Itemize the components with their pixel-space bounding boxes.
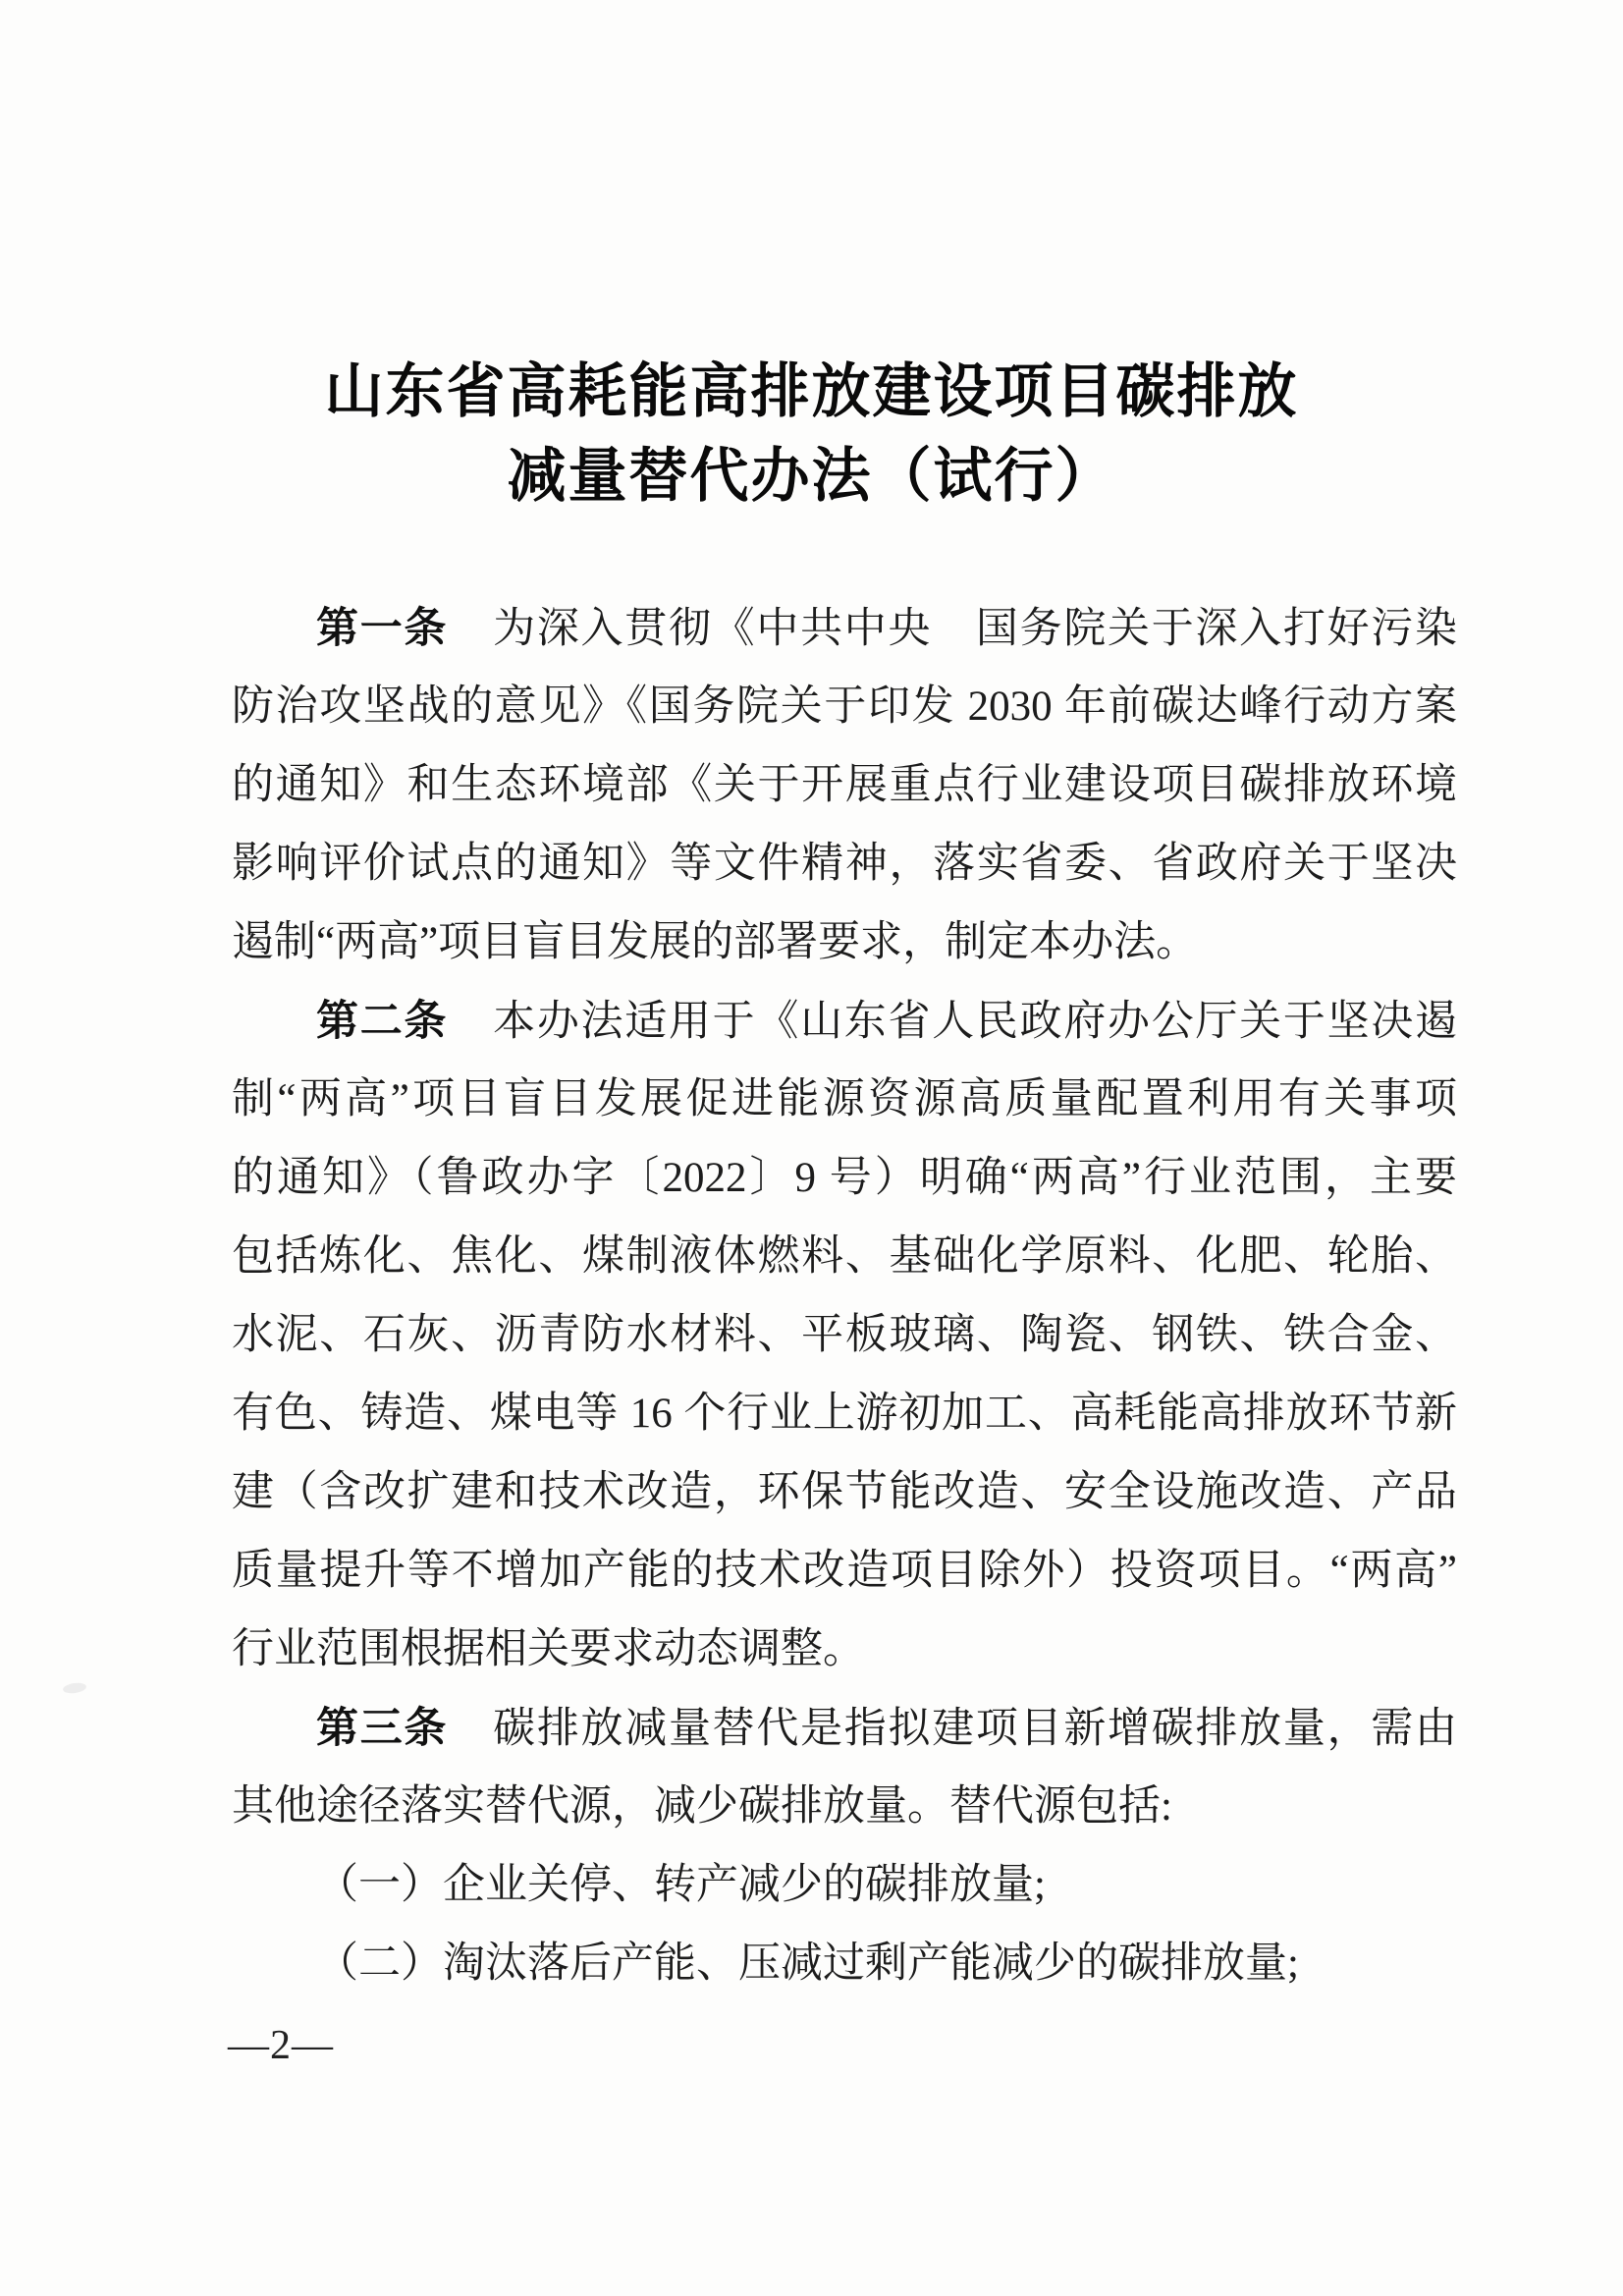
paragraph-3 [232,1689,1457,1846]
body-line: （一）企业关停、转产减少的碳排放量; [316,1862,1046,1908]
body-line: 建（含改扩建和技术改造，环保节能改造、安全设施改造、产品 [232,1469,1457,1515]
body-line: 质量提升等不增加产能的技术改造项目除外）投资项目。“两高” [232,1548,1457,1594]
body-line [232,982,1457,1061]
body-line [232,1689,1457,1768]
article-heading: 第三条 [316,1705,449,1752]
document-body [232,589,1457,2003]
article-heading: 第一条 [316,605,449,652]
body-line: 的通知》（鲁政办字〔2022〕9 号）明确“两高”行业范围，主要 [232,1155,1457,1201]
line-text: 本办法适用于《山东省人民政府办公厅关于坚决遏 [493,999,1457,1045]
paragraph-1 [232,589,1457,982]
page-number: —2— [228,2023,334,2068]
body-line: 行业范围根据相关要求动态调整。 [232,1626,865,1672]
scan-artifact [62,1681,86,1694]
body-line: 包括炼化、焦化、煤制液体燃料、基础化学原料、化肥、轮胎、 [232,1233,1457,1280]
body-line: 影响评价试点的通知》等文件精神，落实省委、省政府关于坚决 [232,841,1457,887]
document-title [0,350,1623,519]
body-line: 防治攻坚战的意见》《国务院关于印发 2030 年前碳达峰行动方案 [232,683,1457,730]
body-line: 其他途径落实替代源，减少碳排放量。替代源包括: [232,1783,1172,1830]
paragraph-4 [232,1846,1457,1925]
body-line: 有色、铸造、煤电等 16 个行业上游初加工、高耗能高排放环节新 [232,1391,1457,1437]
line-text: 碳排放减量替代是指拟建项目新增碳排放量，需由 [493,1706,1457,1752]
body-line [232,589,1457,668]
body-line: 水泥、石灰、沥青防水材料、平板玻璃、陶瓷、钢铁、铁合金、 [232,1312,1457,1358]
body-line: 制“两高”项目盲目发展促进能源资源高质量配置利用有关事项 [232,1076,1457,1122]
body-line: （二）淘汰落后产能、压减过剩产能减少的碳排放量; [316,1941,1299,1987]
paragraph-2 [232,982,1457,1689]
article-heading: 第二条 [316,998,449,1045]
line-text: 为深入贯彻《中共中央 国务院关于深入打好污染 [493,606,1457,652]
document-title-line-2: 减量替代办法（试行） [507,443,1116,509]
paragraph-5 [232,1925,1457,2003]
body-line: 的通知》和生态环境部《关于开展重点行业建设项目碳排放环境 [232,762,1457,808]
body-line: 遏制“两高”项目盲目发展的部署要求，制定本办法。 [232,919,1199,965]
document-title-line-1: 山东省高耗能高排放建设项目碳排放 [324,358,1299,424]
